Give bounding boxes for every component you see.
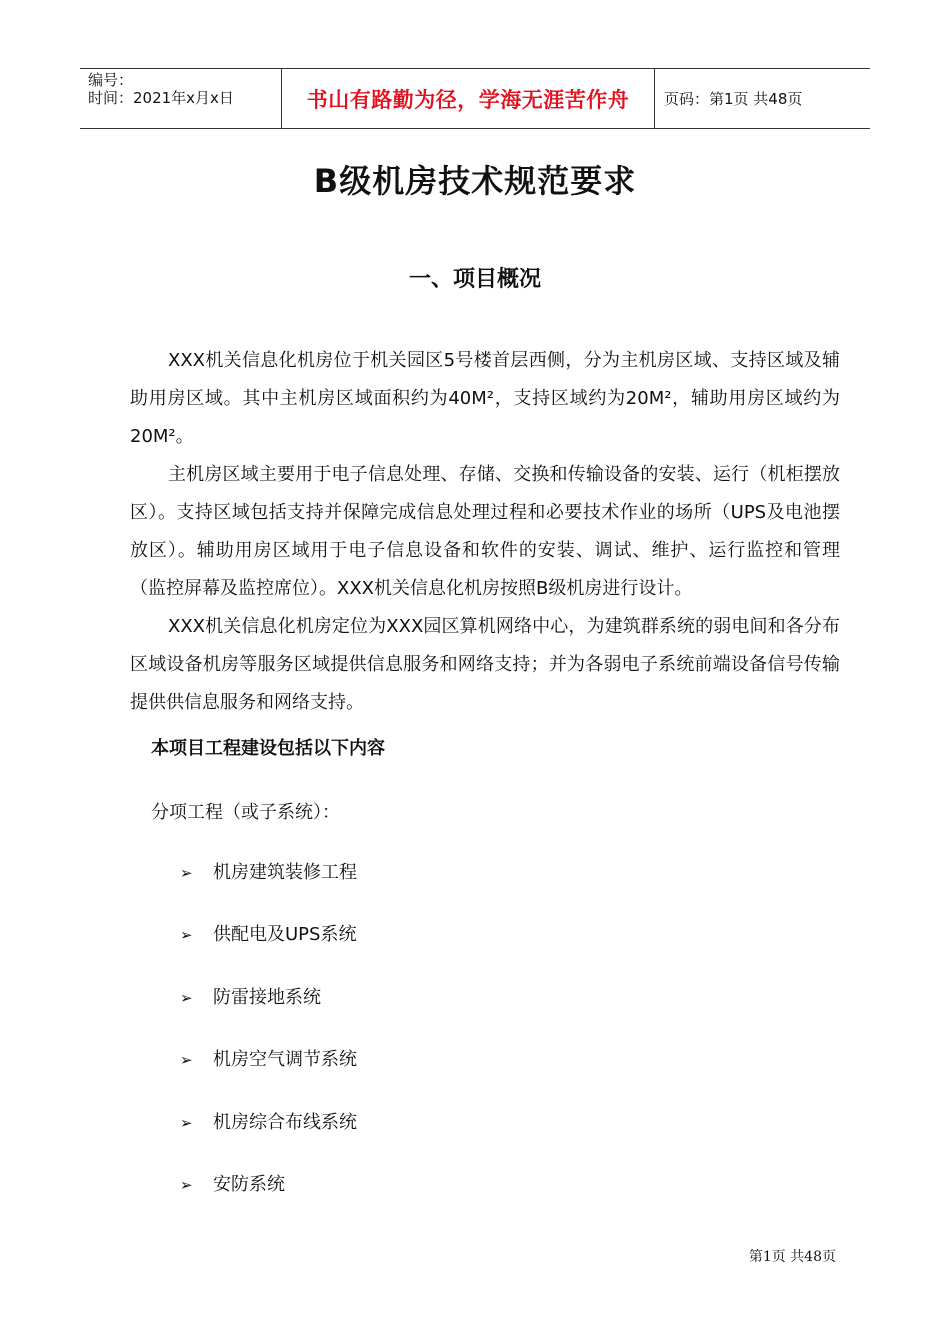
list-item-label: 机房空气调节系统 (213, 1049, 357, 1071)
subitems-label: 分项工程（或子系统）： (151, 802, 340, 823)
paragraph: XXX机关信息化机房位于机关园区5号楼首层西侧，分为主机房区域、支持区域及辅助用房区域。其中主机房区域面积约为40M²，支持区域约为20M²，辅助用房区域约为20M²。 (130, 350, 840, 447)
arrow-bullet-icon: ➢ (180, 864, 193, 882)
arrow-bullet-icon: ➢ (180, 926, 193, 945)
list-item (180, 985, 357, 1047)
header-page-info: 页码：第1页 共48页 (664, 90, 803, 108)
list-item-label: 安防系统 (213, 1173, 285, 1195)
arrow-bullet-icon: ➢ (180, 1051, 193, 1070)
list-item (180, 1047, 357, 1109)
document-title: B级机房技术规范要求 (313, 162, 637, 200)
body-paragraphs (130, 342, 840, 722)
list-item (180, 860, 357, 922)
time-label: 时间：2021年x月x日 (88, 89, 234, 107)
list-item-label: 机房综合布线系统 (213, 1111, 357, 1133)
list-item-label: 供配电及UPS系统 (213, 924, 357, 946)
list-item-label: 机房建筑装修工程 (213, 862, 357, 883)
section-title: 一、项目概况 (408, 267, 541, 292)
number-label: 编号： (88, 71, 134, 89)
list-item-label: 防雷接地系统 (213, 986, 321, 1008)
list-item (180, 1172, 357, 1234)
list-item (180, 922, 357, 984)
arrow-bullet-icon: ➢ (180, 1113, 193, 1132)
subsystem-list (180, 860, 357, 1234)
scope-heading: 本项目工程建设包括以下内容 (151, 738, 385, 759)
paragraph: 主机房区域主要用于电子信息处理、存储、交换和传输设备的安装、运行（机柜摆放区）。支持区域包括支持并保障完成信息处理过程和必要技术作业的场所（UPS及电池摆放区）。辅助用房区域用于电子信息设备和软件的安装、调试、维护、运行监控和管理（监控屏幕及监控席位）。XXX机关信息化机房按照B级机房进行设计。 (130, 464, 840, 599)
list-item (180, 1110, 357, 1172)
page-footer: 第1页 共48页 (748, 1249, 836, 1265)
arrow-bullet-icon: ➢ (180, 988, 193, 1007)
paragraph: XXX机关信息化机房定位为XXX园区算机网络中心，为建筑群系统的弱电间和各分布区域设备机房等服务区域提供信息服务和网络支持；并为各弱电子系统前端设备信号传输提供供信息服务和网络支持。 (130, 616, 840, 713)
header-motto: 书山有路勤为径，学海无涯苦作舟 (282, 69, 655, 128)
page-header (80, 68, 870, 129)
arrow-bullet-icon: ➢ (180, 1175, 193, 1194)
header-meta (80, 69, 282, 128)
